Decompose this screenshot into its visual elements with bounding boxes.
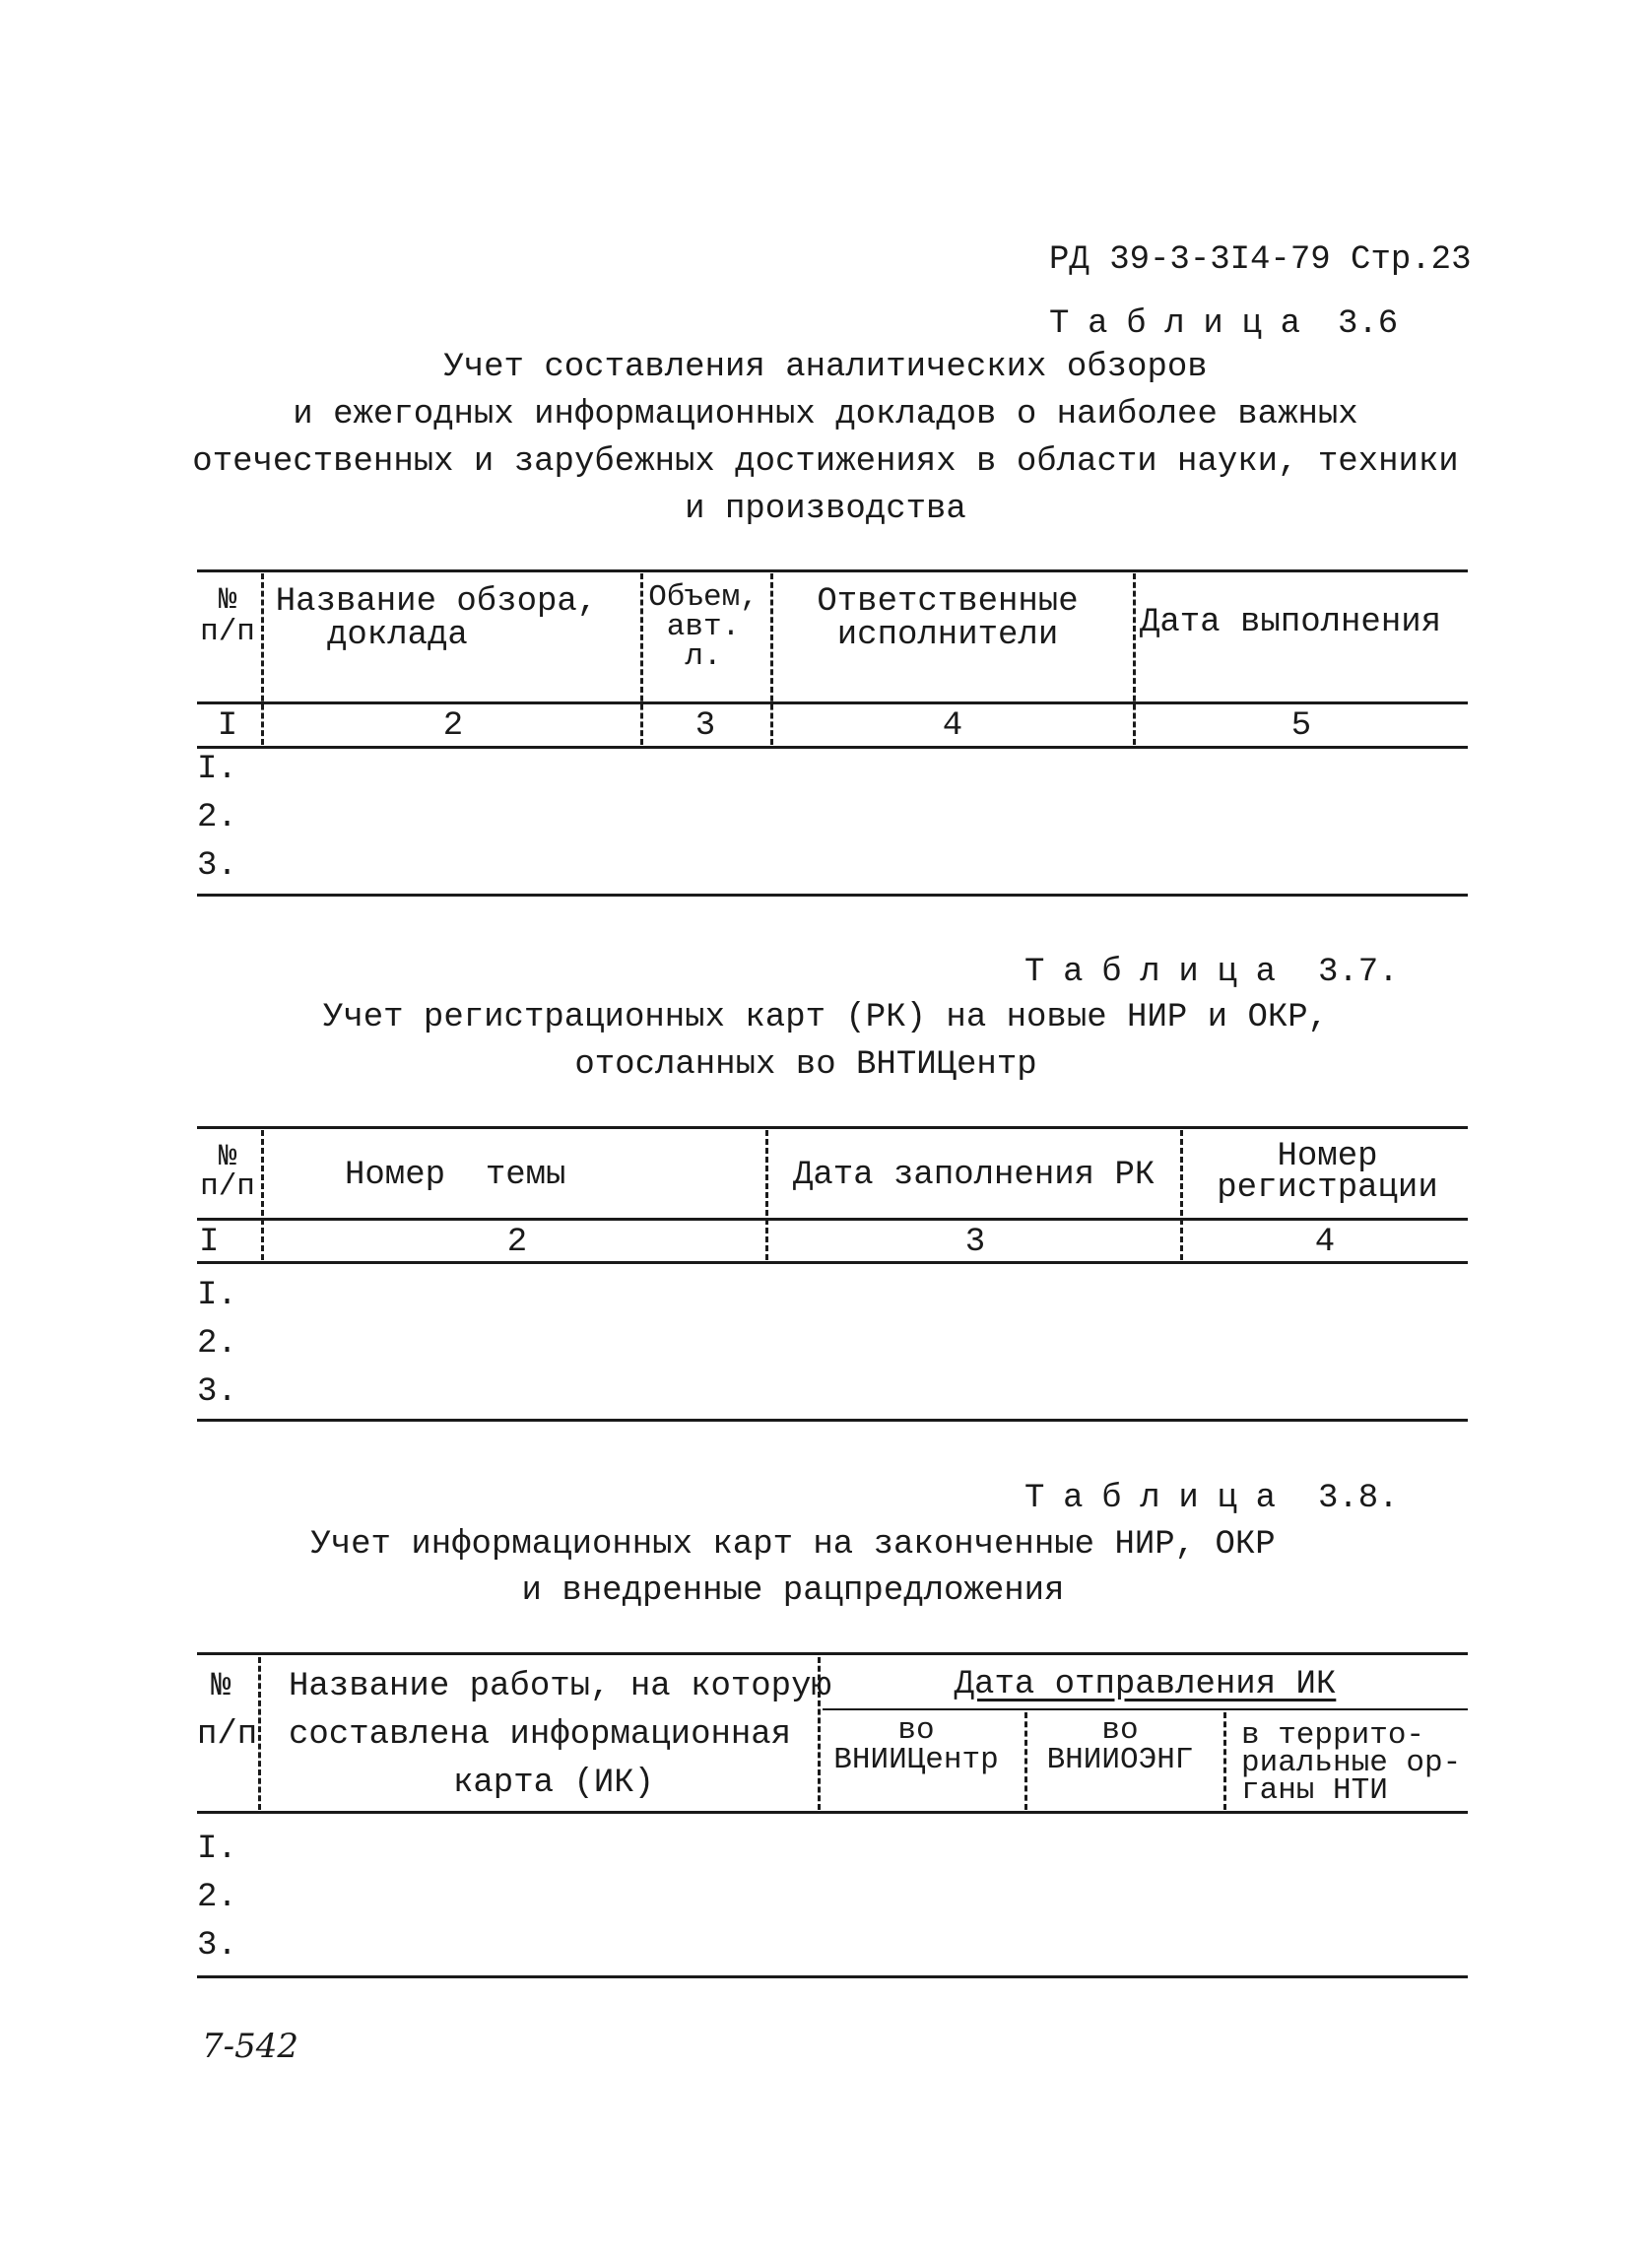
- column-separator: [261, 1130, 264, 1260]
- title-line: Учет составления аналитических обзоров: [443, 349, 1208, 386]
- header-fill-date: Дата заполнения РК: [793, 1157, 1156, 1194]
- header-row-number-label: п/п: [197, 1716, 258, 1754]
- col-number: I: [217, 707, 238, 745]
- table-label: Таблица: [1049, 305, 1319, 343]
- col-number: I: [199, 1224, 220, 1261]
- table-top-rule: [197, 1126, 1468, 1129]
- table-row: I.: [197, 1831, 237, 1868]
- table-bottom-rule: [197, 1975, 1468, 1978]
- column-separator: [258, 1657, 261, 1810]
- header-topic-number: Номер темы: [345, 1157, 566, 1194]
- table-row: 2.: [197, 799, 237, 836]
- table-top-rule: [197, 1652, 1468, 1655]
- table-number: 3.8.: [1318, 1480, 1399, 1517]
- group-rule: [823, 1708, 1468, 1710]
- col-number: 5: [1290, 707, 1312, 745]
- table-bottom-rule: [197, 894, 1468, 897]
- col-number: 3: [964, 1224, 986, 1261]
- table-row: 3.: [197, 1373, 237, 1411]
- column-separator: [765, 1130, 768, 1260]
- column-separator: [1180, 1130, 1183, 1260]
- column-separator: [1223, 1712, 1226, 1810]
- title-line: и внедренные рацпредложения: [521, 1572, 1065, 1610]
- title-line: и ежегодных информационных докладов о наиболее важных: [293, 396, 1358, 434]
- table-label: Таблица: [1024, 1480, 1294, 1517]
- table-row: 2.: [197, 1325, 237, 1363]
- column-separator: [818, 1657, 821, 1810]
- table-number: 3.6: [1338, 305, 1399, 343]
- header-rule: [197, 701, 1468, 704]
- column-separator: [770, 573, 773, 745]
- header-registration-number: Номер регистрации: [1217, 1138, 1438, 1207]
- table-bottom-rule: [197, 1419, 1468, 1422]
- header-responsible: Ответственные исполнители: [817, 583, 1079, 654]
- column-separator: [640, 573, 643, 745]
- header-completion-date: Дата выполнения: [1140, 604, 1442, 641]
- col-number-rule: [197, 1261, 1468, 1264]
- column-separator: [261, 573, 264, 745]
- col-number: 2: [442, 707, 464, 745]
- header-row-number-symbol: №: [211, 1668, 231, 1705]
- header-rule: [197, 1811, 1468, 1814]
- header-work-title: карта (ИК): [453, 1765, 655, 1802]
- table-row: I.: [197, 751, 237, 788]
- header-volume: Объем, авт. л.: [648, 580, 759, 674]
- header-row-number: № п/п: [200, 1140, 255, 1204]
- col-number: 4: [942, 707, 963, 745]
- header-rule: [197, 1218, 1468, 1221]
- header-vniioeng: во ВНИИОЭНГ: [1046, 1713, 1194, 1777]
- title-line: Учет регистрационных карт (РК) на новые НИР и ОКР,: [322, 999, 1329, 1036]
- table-top-rule: [197, 569, 1468, 572]
- header-review-title: Название обзора, доклада: [275, 583, 598, 654]
- header-territorial-bodies: в террито- риальные ор- ганы НТИ: [1241, 1718, 1462, 1808]
- col-number: 4: [1314, 1224, 1336, 1261]
- col-number-rule: [197, 746, 1468, 749]
- document-reference: РД 39-3-3I4-79 Стр.23: [1049, 241, 1472, 279]
- table-row: 3.: [197, 847, 237, 885]
- col-number: 3: [694, 707, 716, 745]
- header-send-date-group: Дата отправления ИК: [954, 1666, 1337, 1703]
- title-line: отосланных во ВНТИЦентр: [574, 1046, 1037, 1084]
- column-separator: [1133, 573, 1136, 745]
- table-label: Таблица: [1024, 954, 1294, 991]
- header-work-title: Название работы, на которую: [289, 1668, 831, 1705]
- column-separator: [1024, 1712, 1027, 1810]
- table-number: 3.7.: [1318, 954, 1399, 991]
- title-line: Учет информационных карт на законченные НИР, ОКР: [310, 1526, 1276, 1564]
- table-row: 2.: [197, 1879, 237, 1916]
- handwritten-note: 7-542: [202, 2027, 299, 2066]
- title-line: отечественных и зарубежных достижениях в области науки, техники: [192, 443, 1459, 481]
- header-row-number: № п/п: [200, 583, 255, 649]
- col-number: 2: [506, 1224, 528, 1261]
- header-vniicentr: во ВНИИЦентр: [833, 1713, 999, 1777]
- table-row: I.: [197, 1277, 237, 1314]
- header-work-title: составлена информационная: [289, 1716, 792, 1754]
- table-row: 3.: [197, 1927, 237, 1965]
- title-line: и производства: [685, 491, 966, 528]
